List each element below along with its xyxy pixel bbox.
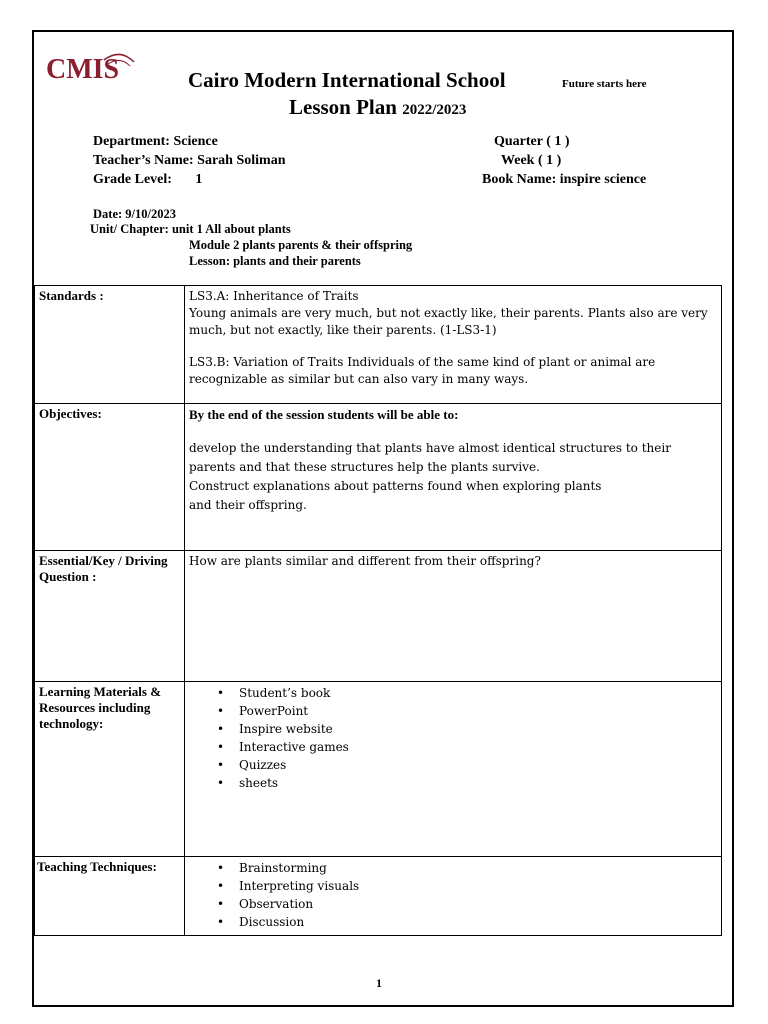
objectives-line: develop the understanding that plants have almost identical structures to their parents and that these structures help the plants survive.	[189, 441, 671, 474]
techniques-list	[189, 859, 717, 931]
materials-list	[189, 684, 717, 792]
unit-field: Unit/ Chapter: unit 1 All about plants	[90, 222, 291, 236]
quarter-field: Quarter ( 1 )	[494, 134, 570, 149]
materials-row	[35, 682, 722, 857]
question-content: How are plants similar and different from their offspring?	[185, 551, 722, 682]
standards-content	[185, 286, 722, 404]
school-logo	[46, 50, 136, 90]
plan-year: 2022/2023	[402, 102, 467, 118]
objectives-intro: By the end of the session students will be able to:	[189, 407, 459, 422]
question-row	[35, 551, 722, 682]
plan-title	[289, 95, 466, 120]
logo-text: CMIS	[46, 54, 120, 85]
grade-level-label: Grade Level:	[93, 172, 172, 187]
list-item: • sheets	[239, 774, 717, 792]
question-label: Essential/Key / Driving Question :	[35, 551, 185, 682]
teacher-field: Teacher’s Name: Sarah Soliman	[93, 153, 286, 168]
list-item: • Interpreting visuals	[239, 877, 717, 895]
list-item: • PowerPoint	[239, 702, 717, 720]
list-item: • Discussion	[239, 913, 717, 931]
date-field: Date: 9/10/2023	[93, 207, 176, 221]
standards-line: LS3.B: Variation of Traits Individuals of the same kind of plant or animal are recognizable as similar but can also vary in many ways.	[189, 355, 656, 386]
department-field: Department: Science	[93, 134, 218, 149]
objectives-row	[35, 404, 722, 551]
school-motto: Future starts here	[562, 78, 647, 90]
materials-content	[185, 682, 722, 857]
list-item: • Observation	[239, 895, 717, 913]
techniques-label: Teaching Techniques:	[35, 857, 185, 936]
objectives-label: Objectives:	[35, 404, 185, 551]
list-item: • Brainstorming	[239, 859, 717, 877]
plan-title-text: Lesson Plan	[289, 95, 397, 119]
techniques-row	[35, 857, 722, 936]
list-item: • Interactive games	[239, 738, 717, 756]
module-field: Module 2 plants parents & their offspring	[189, 238, 413, 252]
objectives-content	[185, 404, 722, 551]
objectives-line: Construct explanations about patterns found when exploring plants	[189, 479, 602, 493]
grade-level-value: 1	[195, 172, 203, 187]
list-item: • Inspire website	[239, 720, 717, 738]
lesson-plan-table	[34, 285, 722, 936]
standards-row	[35, 286, 722, 404]
standards-line: Young animals are very much, but not exactly like, their parents. Plants also are very much, but not exactly, like their parents. (1-LS3-1)	[189, 306, 708, 337]
standards-label: Standards :	[35, 286, 185, 404]
lesson-field: Lesson: plants and their parents	[189, 254, 361, 268]
techniques-content	[185, 857, 722, 936]
standards-line: LS3.A: Inheritance of Traits	[189, 289, 359, 303]
grade-level-field	[93, 172, 202, 188]
week-field: Week ( 1 )	[501, 153, 562, 168]
school-name: Cairo Modern International School	[188, 68, 506, 92]
book-name-field: Book Name: inspire science	[482, 172, 647, 187]
list-item: • Quizzes	[239, 756, 717, 774]
logo-swoosh-icon	[100, 50, 140, 90]
materials-label: Learning Materials & Resources including technology:	[35, 682, 185, 857]
objectives-line: and their offspring.	[189, 498, 307, 512]
list-item: • Student’s book	[239, 684, 717, 702]
page-number: 1	[376, 976, 382, 990]
